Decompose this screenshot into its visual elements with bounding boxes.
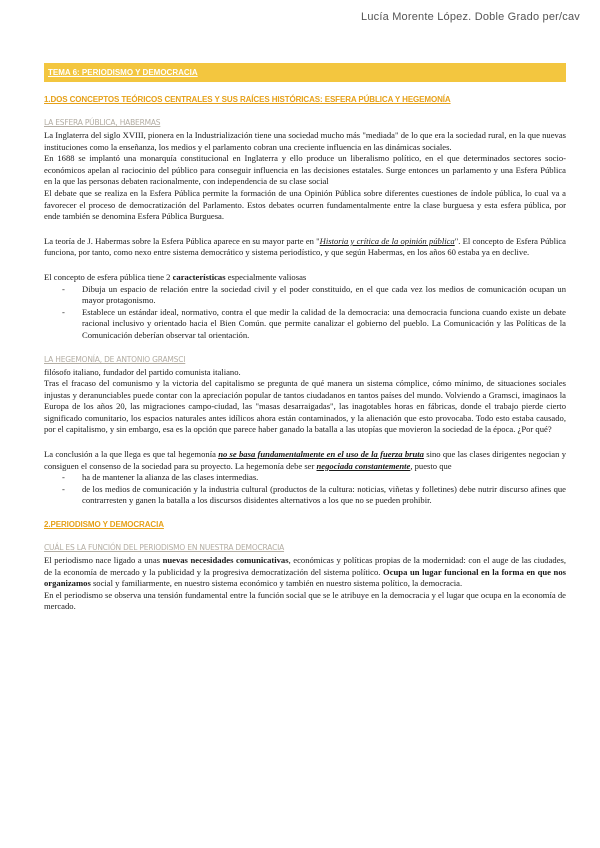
paragraph: En 1688 se implantó una monarquía constitucional en Inglaterra y ello produce un liberalismo político, en el que determinados sectores socio-económicos apelan al raciocinio del público para conseguir influencia en las decisiones estatales. Surge entonces un parlamento y una Esfera Pública en la que las personas debaten racionalmente, con independencia de su clase social <box>44 153 566 187</box>
text-run: sino que las clases dirigentes negocian y consiguen el consenso de la sociedad para su proyecto. La hegemonía debe ser <box>44 449 567 471</box>
subsection-hegemonia-heading: LA HEGEMONÍA, DE ANTONIO GRAMSCI <box>44 354 186 364</box>
bold-phrase: Ocupa un lugar funcional en la forma en que nos organizamos <box>44 566 566 589</box>
text-run: La teoría de J. Habermas sobre la Esfera Pública aparece en su mayor parte en " <box>44 235 320 246</box>
paragraph: Tras el fracaso del comunismo y la victoria del capitalismo se pregunta de qué manera un sistema cómplice, cómo mínimo, de situaciones sociales injustas y deranunciables puede contar con la apreciación popular de tantos ciudadanos en tantos países del mundo. Volviendo a Gramsci, imaginaos la Europa de los años 20, las migraciones campo-ciudad, las "masas desarraigadas", las inagotables horas en fábricas, donde el trabajo pierde cierto significado comunitario, los espacios naturales antes idílicos ahora están contaminados, y la alienación que esto provocaba. Todo esto estaba causado, por el capitalismo, y sin embargo, esa es la opción que parece haber ganado la batalla a las utopías que movieron la sociedad de la época. ¿Por qué? <box>44 378 566 435</box>
text-run: , económicas y políticas propias de la modernidad: con el auge de las ciudades, de la economía de mercado y la publicidad y la progresiva democratización del sistema político. <box>44 555 567 577</box>
paragraph: En el periodismo se observa una tensión fundamental entre la función social que se le atribuye en la democracia y el lugar que ocupa en la economía de mercado. <box>44 589 566 612</box>
subsection-esfera-publica-heading: LA ESFERA PÚBLICA, HABERMAS <box>44 118 161 127</box>
paragraph <box>44 236 566 259</box>
bold-term: características <box>172 271 226 282</box>
bold-phrase: negociada constantemente <box>316 460 411 471</box>
bullet-list <box>44 472 566 507</box>
topic-title-bar: TEMA 6: PERIODISMO Y DEMOCRACIA <box>44 63 566 82</box>
section-1-heading: 1.DOS CONCEPTOS TEÓRICOS CENTRALES Y SUS RAÍCES HISTÓRICAS: ESFERA PÚBLICA Y HEGEMONÍA <box>44 95 451 104</box>
list-item: - ha de mantener la alianza de las clases intermedias. <box>44 472 566 484</box>
paragraph: filósofo italiano, fundador del partido comunista italiano. <box>44 366 241 377</box>
paragraph <box>44 449 566 472</box>
text-run: La conclusión a la que llega es que tal hegemonía <box>44 449 219 460</box>
paragraph: La Inglaterra del siglo XVIII, pionera en la Industrialización tiene una sociedad mucho más "mediada" de lo que era la sociedad rural, en la que nuevas instituciones como la enseñanza, los medios y el parlamento cobran una creciente influencia en las dinámicas sociales. <box>44 130 566 152</box>
list-item: - Establece un estándar ideal, normativo, contra el que medir la calidad de la democracia: una democracia funciona cuando existe un debate racional inclusivo y orientado hacia el Bien Común. que permite canalizar el gobierno del pueblo. La Comunicación y las Políticas de la Comunicación deberían observar tal orientación. <box>44 307 566 342</box>
text-run: El periodismo nace ligado a unas <box>44 555 163 566</box>
section-2-heading: 2.PERIODISMO Y DEMOCRACIA <box>44 520 164 530</box>
list-item: - de los medios de comunicación y la industria cultural (productos de la cultura: noticias, viñetas y folletines) debe nutrir discurso afines que contrarresten y ganen la batalla a los discursos disidentes alternativos a los que no se pueden prohibir. <box>44 484 566 507</box>
text-run: , puesto que <box>410 460 452 471</box>
header-author: Lucía Morente López. Doble Grado per/cav <box>361 11 580 23</box>
bold-phrase: no se basa fundamentalmente en el uso de la fuerza bruta <box>218 449 424 460</box>
bold-phrase: nuevas necesidades comunicativas <box>162 555 289 566</box>
text-run: El concepto de esfera pública tiene 2 <box>44 271 173 282</box>
text-run: social y familiarmente, en nuestro sistema económico y también en nuestro sistema político, la democracia. <box>90 578 463 589</box>
paragraph: El debate que se realiza en la Esfera Pública permite la formación de una Opinión Pública sobre diferentes cuestiones de índole pública, lo cual va a favorecer el proceso de democratización del Parlamento. Estos debates ocurren fundamentalmente entre la clase burguesa y esta esfera pública, por ende también se denomina Esfera Pública Burguesa. <box>44 187 566 222</box>
text-run: especialmente valiosas <box>225 271 307 282</box>
list-item: - Dibuja un espacio de relación entre la sociedad civil y el poder constituido, en el que cada vez los medios de comunicación ocupan un mayor protagonismo. <box>44 284 566 307</box>
paragraph <box>44 555 566 590</box>
paragraph <box>44 272 566 284</box>
book-title: Historia y crítica de la opinión pública <box>319 235 455 246</box>
bullet-list <box>44 284 566 342</box>
document-page <box>44 63 566 613</box>
subsection-funcion-periodismo-heading: CUÁL ES LA FUNCIÓN DEL PERIODISMO EN NUESTRA DEMOCRACIA <box>44 543 285 553</box>
text-run: ". El concepto de Esfera Pública funciona, por tanto, como nexo entre sistema democrático y sistema periodístico, y que según Habermas, en los años 60 estaba ya en declive. <box>44 235 566 258</box>
